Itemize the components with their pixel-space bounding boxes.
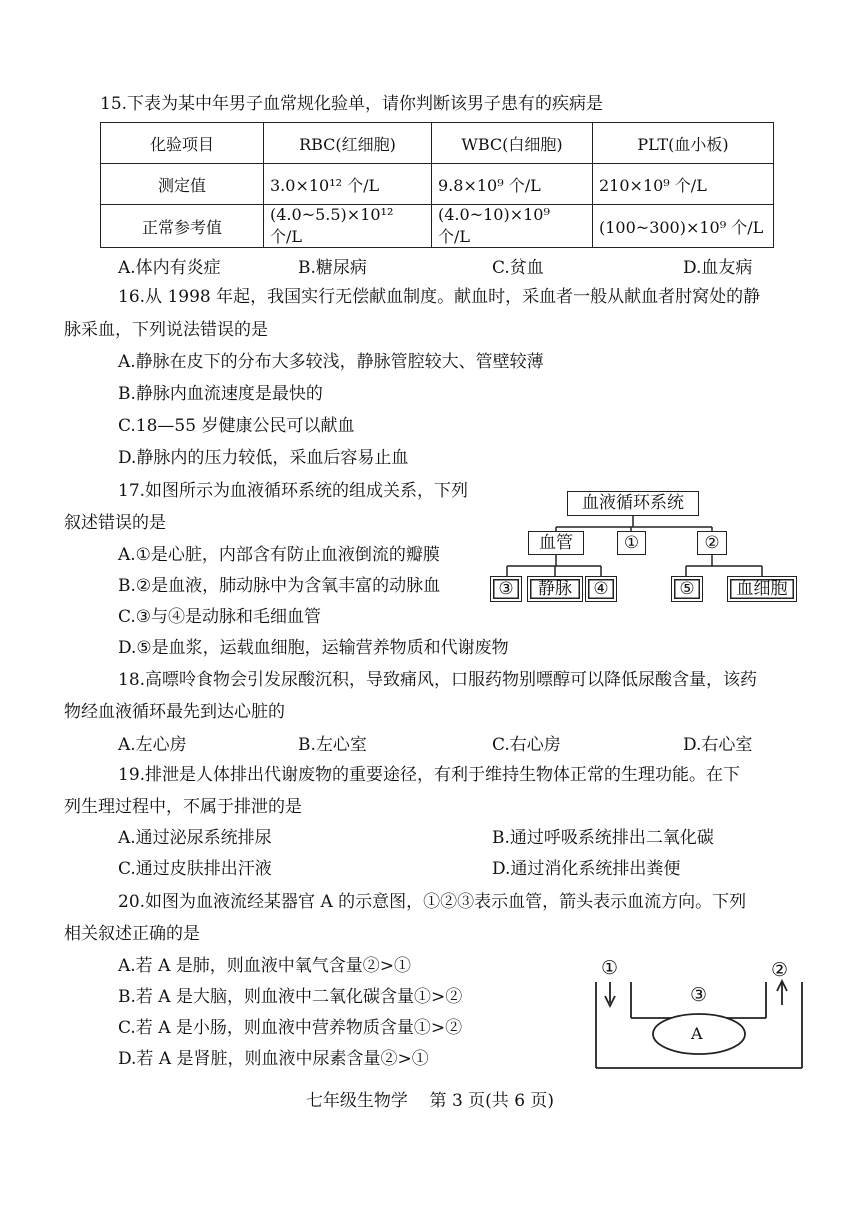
diagram-node-3-box: ③ [490,576,522,602]
option-c[interactable]: C.通过皮肤排出汗液 [118,859,272,879]
q19-stem-line1: 19.排泄是人体排出代谢废物的重要途径，有利于维持生物体正常的生理功能。在下 [118,765,741,785]
diagram-node-4-box: ④ [585,576,617,602]
option-a[interactable]: A.①是心脏，内部含有防止血液倒流的瓣膜 [118,545,440,565]
q17-stem-line2: 叙述错误的是 [64,513,166,533]
diagram-vein-box: 静脉 [527,576,583,602]
option-a[interactable]: A.左心房 [118,735,187,755]
option-b[interactable]: B.左心室 [298,735,367,755]
q20-stem-line2: 相关叙述正确的是 [64,924,200,944]
q16-stem-line1: 16.从 1998 年起，我国实行无偿献血制度。献血时，采血者一般从献血者肘窝处的静 [118,287,761,307]
q20-stem-line1: 20.如图为血液流经某器官 A 的示意图，①②③表示血管，箭头表示血流方向。下列 [118,892,747,912]
diagram-vessel-box: 血管 [528,531,584,555]
diagram-blood-cells-box: 血细胞 [727,576,797,602]
option-d[interactable]: D.⑤是血浆，运载血细胞，运输营养物质和代谢废物 [118,638,509,658]
table-cell: 9.8×10⁹ 个/L [432,164,593,205]
organ-a-label: A [691,1024,703,1043]
option-c[interactable]: C.贫血 [492,258,544,278]
option-b[interactable]: B.静脉内血流速度是最快的 [118,384,323,404]
q18-stem-line2: 物经血液循环最先到达心脏的 [64,702,285,722]
q19-stem-line2: 列生理过程中，不属于排泄的是 [64,797,302,817]
option-c[interactable]: C.③与④是动脉和毛细血管 [118,607,322,627]
option-d[interactable]: D.静脉内的压力较低，采血后容易止血 [118,448,409,468]
vessel-3-label: ③ [690,984,708,1006]
table-cell: 210×10⁹ 个/L [593,164,774,205]
option-d[interactable]: D.通过消化系统排出粪便 [492,859,681,879]
table-header-cell: 化验项目 [101,123,264,164]
option-b[interactable]: B.糖尿病 [298,258,367,278]
option-b[interactable]: B.②是血液，肺动脉中为含氧丰富的动脉血 [118,576,441,596]
option-c[interactable]: C.若 A 是小肠，则血液中营养物质含量①>② [118,1018,463,1038]
option-a[interactable]: A.静脉在皮下的分布大多较浅，静脉管腔较大、管壁较薄 [118,352,544,372]
table-header-cell: PLT(血小板) [593,123,774,164]
page-footer: 七年级生物学 第 3 页(共 6 页) [305,1091,555,1111]
table-cell: (4.0~5.5)×10¹² 个/L [264,205,432,248]
q17-stem-line1: 17.如图所示为血液循环系统的组成关系，下列 [118,481,469,501]
table-header-cell: RBC(红细胞) [264,123,432,164]
diagram-node-2-box: ② [697,531,727,555]
option-c[interactable]: C.18—55 岁健康公民可以献血 [118,416,355,436]
option-d[interactable]: D.若 A 是肾脏，则血液中尿素含量②>① [118,1049,429,1069]
vessel-1-label: ① [601,957,619,979]
option-a[interactable]: A.通过泌尿系统排尿 [118,828,272,848]
q16-stem-line2: 脉采血，下列说法错误的是 [64,320,268,340]
q15-stem: 15.下表为某中年男子血常规化验单，请你判断该男子患有的疾病是 [100,94,604,114]
option-b[interactable]: B.通过呼吸系统排出二氧化碳 [492,828,714,848]
diagram-node-5-box: ⑤ [671,576,703,602]
table-cell: (100~300)×10⁹ 个/L [593,205,774,248]
table-cell: 正常参考值 [101,205,264,248]
table-cell: 3.0×10¹² 个/L [264,164,432,205]
diagram-root-box: 血液循环系统 [567,491,699,516]
option-a[interactable]: A.若 A 是肺，则血液中氧气含量②>① [118,956,412,976]
option-d[interactable]: D.右心室 [683,735,753,755]
option-c[interactable]: C.右心房 [492,735,561,755]
q18-stem-line1: 18.高嘌呤食物会引发尿酸沉积，导致痛风，口服药物别嘌醇可以降低尿酸含量，该药 [118,670,758,690]
table-cell: (4.0~10)×10⁹ 个/L [432,205,593,248]
option-d[interactable]: D.血友病 [683,258,753,278]
table-header-cell: WBC(白细胞) [432,123,593,164]
option-a[interactable]: A.体内有炎症 [118,258,221,278]
option-b[interactable]: B.若 A 是大脑，则血液中二氧化碳含量①>② [118,987,463,1007]
vessel-2-label: ② [771,959,789,981]
table-cell: 测定值 [101,164,264,205]
diagram-node-1-box: ① [617,531,646,555]
